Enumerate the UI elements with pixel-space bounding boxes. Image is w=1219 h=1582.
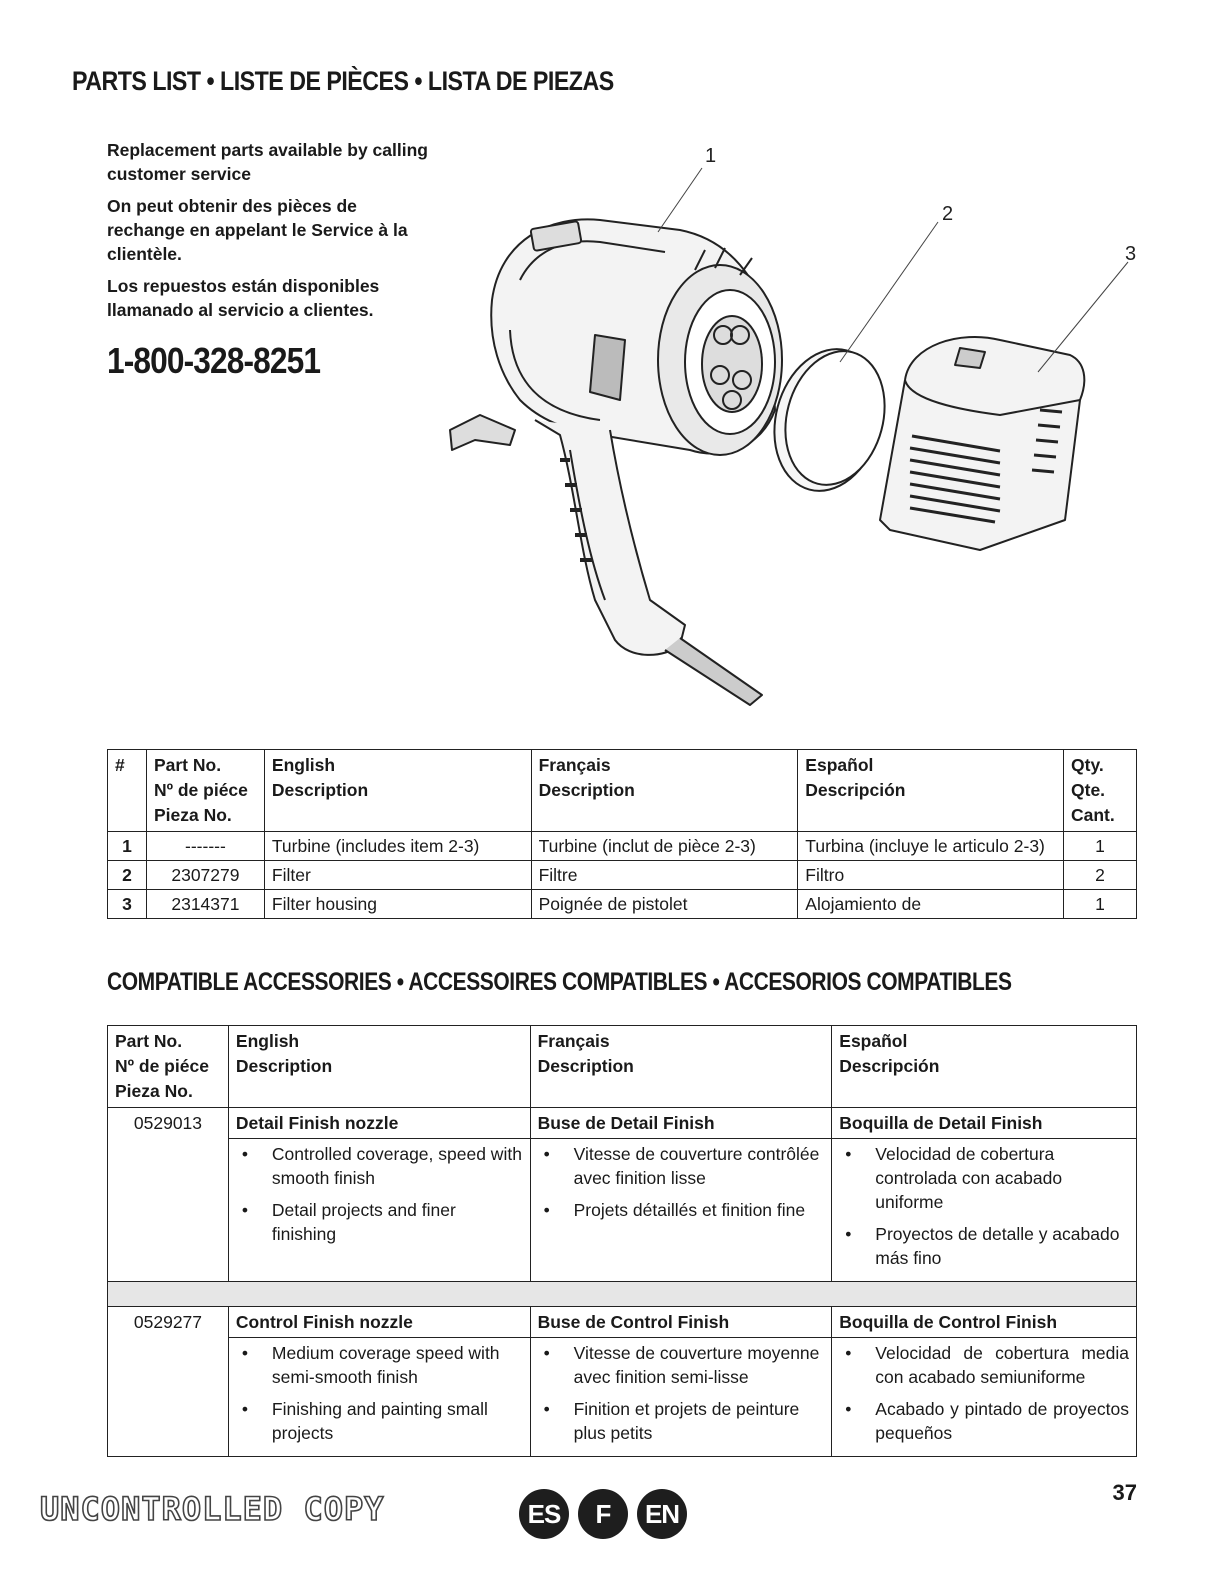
intro-text xyxy=(107,138,437,330)
accessory-partno: 0529277 xyxy=(108,1307,229,1457)
list-item: • Medium coverage speed with semi-smooth finish xyxy=(236,1341,523,1389)
callout-2: 2 xyxy=(942,203,954,225)
acc-header-spanish: Español Descripción xyxy=(832,1026,1137,1108)
list-item: • Controlled coverage, speed with smooth finish xyxy=(236,1142,523,1190)
table-row: 3 2314371 Filter housing Poignée de pistolet Alojamiento de 1 xyxy=(108,890,1137,919)
accessory-bullets-row xyxy=(108,1338,1137,1457)
header-qty: Qty. Qte. Cant. xyxy=(1064,750,1137,832)
intro-french: On peut obtenir des pièces de rechange en appelant le Service à la clientèle. xyxy=(107,196,408,264)
list-item: • Detail projects and finer finishing xyxy=(236,1198,523,1246)
separator-row xyxy=(108,1282,1137,1307)
acc-header-partno: Part No. Nº de piéce Pieza No. xyxy=(108,1026,229,1108)
parts-header-row xyxy=(108,750,1137,832)
list-item: • Vitesse de couverture contrôlée avec finition lisse xyxy=(538,1142,825,1190)
header-partno: Part No. Nº de piéce Pieza No. xyxy=(146,750,264,832)
header-english: English Description xyxy=(264,750,531,832)
accessories-title: COMPATIBLE ACCESSORIES • ACCESSOIRES COMPATIBLES • ACCESORIOS COMPATIBLES xyxy=(107,968,1012,996)
phone-number: 1-800-328-8251 xyxy=(107,340,321,381)
uncontrolled-copy-stamp: UNCONTROLLED COPY xyxy=(40,1490,385,1528)
list-item: • Finition et projets de peinture plus petits xyxy=(538,1397,825,1445)
acc-header-english: English Description xyxy=(228,1026,530,1108)
acc-header-french: Français Description xyxy=(530,1026,832,1108)
language-badge-f: F xyxy=(578,1489,628,1539)
accessories-table xyxy=(107,1025,1137,1457)
header-french: Français Description xyxy=(531,750,798,832)
parts-table xyxy=(107,749,1137,919)
table-row: 1 ------- Turbine (includes item 2-3) Turbine (inclut de pièce 2-3) Turbina (incluye le articulo 2-3) 1 xyxy=(108,832,1137,861)
turbine-grip xyxy=(535,420,685,655)
callout-1: 1 xyxy=(705,145,717,167)
header-num: # xyxy=(108,750,147,832)
accessory-name-row: 0529277 Control Finish nozzle Buse de Control Finish Boquilla de Control Finish xyxy=(108,1307,1137,1338)
accessory-bullets-row xyxy=(108,1139,1137,1282)
accessories-header-row xyxy=(108,1026,1137,1108)
language-badge-es: ES xyxy=(519,1489,569,1539)
filter-housing xyxy=(880,337,1084,550)
turbine-exploded-diagram xyxy=(440,130,1160,730)
list-item: • Velocidad de cobertura controlada con acabado uniforme xyxy=(839,1142,1129,1214)
list-item: • Velocidad de cobertura media con acabado semiuniforme xyxy=(839,1341,1129,1389)
power-cord xyxy=(665,638,762,705)
language-badge-en: EN xyxy=(637,1489,687,1539)
callout-3: 3 xyxy=(1125,243,1137,265)
page-number: 37 xyxy=(1112,1480,1137,1505)
list-item: • Acabado y pintado de proyectos pequeños xyxy=(839,1397,1129,1445)
list-item: • Proyectos de detalle y acabado más fino xyxy=(839,1222,1129,1270)
list-item: • Projets détaillés et finition fine xyxy=(538,1198,825,1222)
list-item: • Finishing and painting small projects xyxy=(236,1397,523,1445)
intro-spanish: Los repuestos están disponibles llamanado al servicio a clientes. xyxy=(107,276,380,320)
header-spanish: Español Descripción xyxy=(798,750,1064,832)
list-item: • Vitesse de couverture moyenne avec finition semi-lisse xyxy=(538,1341,825,1389)
page-title: PARTS LIST • LISTE DE PIÈCES • LISTA DE PIEZAS xyxy=(72,66,614,96)
accessory-name-row: 0529013 Detail Finish nozzle Buse de Detail Finish Boquilla de Detail Finish xyxy=(108,1108,1137,1139)
table-row: 2 2307279 Filter Filtre Filtro 2 xyxy=(108,861,1137,890)
accessory-partno: 0529013 xyxy=(108,1108,229,1282)
intro-english: Replacement parts available by calling customer service xyxy=(107,140,428,184)
